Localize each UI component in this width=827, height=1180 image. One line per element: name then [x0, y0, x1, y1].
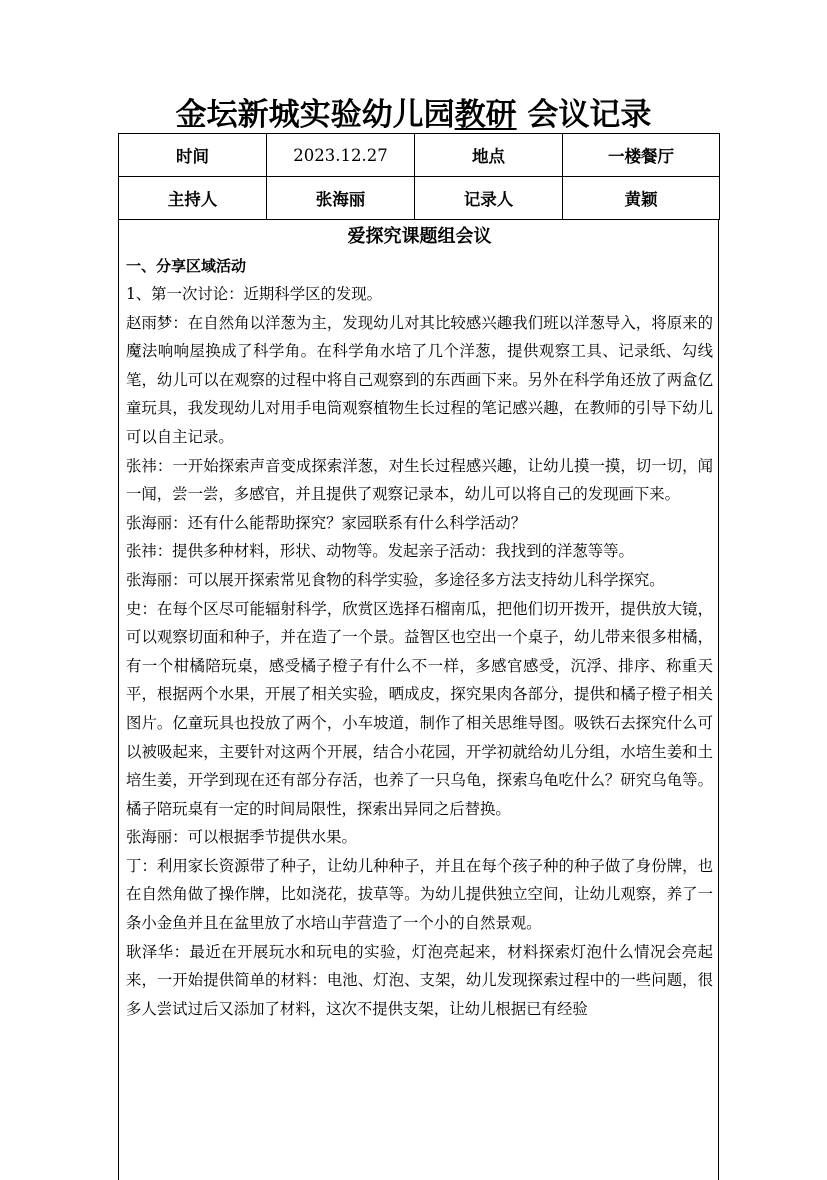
section-heading: 一、分享区域活动 [126, 257, 247, 275]
host-label: 主持人 [119, 177, 267, 220]
paragraph: 丁：利用家长资源带了种子，让幼儿种种子，并且在每个孩子种的种子做了身份牌，也在自然角做了操作牌，比如浇花，拔草等。为幼儿提供独立空间，让幼儿观察，养了一条小金鱼并且在盆里放了水培山芋营造了一个小的自然景观。 [126, 856, 713, 933]
meeting-content [126, 222, 713, 1023]
title-prefix: 金坛新城实验幼儿园 [175, 97, 455, 133]
paragraph: 张祎：一开始探索声音变成探索洋葱，对生长过程感兴趣，让幼儿摸一摸，切一切，闻一闻，尝一尝，多感官，并且提供了观察记录本，幼儿可以将自己的发现画下来。 [126, 456, 713, 504]
host-value: 张海丽 [267, 177, 415, 220]
page-title [0, 95, 827, 135]
recorder-label: 记录人 [415, 177, 563, 220]
paragraph: 张海丽：还有什么能帮助探究？家园联系有什么科学活动？ [126, 513, 527, 532]
paragraph: 张海丽：可以展开探索常见食物的科学实验，多途径多方法支持幼儿科学探究。 [126, 570, 665, 589]
time-value: 2023.12.27 [267, 134, 415, 177]
title-suffix: 会议记录 [527, 97, 652, 133]
table-row [119, 134, 720, 177]
paragraph: 耿泽华：最近在开展玩水和玩电的实验，灯泡亮起来，材料探索灯泡什么情况会亮起来，一开始提供简单的材料：电池、灯泡、支架，幼儿发现探索过程中的一些问题，很多人尝试过后又添加了材料，这次不提供支架，让幼儿根据已有经验 [126, 942, 713, 1018]
paragraph: 张海丽：可以根据季节提供水果。 [126, 828, 357, 847]
location-value: 一楼餐厅 [563, 134, 720, 177]
paragraph: 赵雨梦：在自然角以洋葱为主，发现幼儿对其比较感兴趣我们班以洋葱导入，将原来的魔法响响屋换成了科学角。在科学角水培了几个洋葱，提供观察工具、记录纸、勾线笔，幼儿可以在观察的过程中将自己观察到的东西画下来。另外在科学角还放了两盒亿童玩具，我发现幼儿对用手电筒观察植物生长过程的笔记感兴趣，在教师的引导下幼儿可以自主记录。 [126, 313, 713, 446]
location-label: 地点 [415, 134, 563, 177]
time-label: 时间 [119, 134, 267, 177]
meeting-info-table [118, 133, 720, 220]
title-underlined-word: 教研 [454, 97, 517, 133]
paragraph: 史：在每个区尽可能辐射科学，欣赏区选择石榴南瓜，把他们切开拨开，提供放大镜，可以观察切面和种子，并在造了一个景。益智区也空出一个桌子，幼儿带来很多柑橘，有一个柑橘陪玩桌，感受橘子橙子有什么不一样，多感官感受，沉浮、排序、称重天平，根据两个水果，开展了相关实验，晒成皮，探究果肉各部分，提供和橘子橙子相关图片。亿童玩具也投放了两个，小车坡道，制作了相关思维导图。吸铁石去探究什么可以被吸起来，主要针对这两个开展，结合小花园，开学初就给幼儿分组，水培生姜和土培生姜，开学到现在还有部分存活，也养了一只乌龟，探索乌龟吃什么？研究乌龟等。橘子陪玩桌有一定的时间局限性，探索出异同之后替换。 [126, 599, 713, 818]
paragraph: 1、第一次讨论：近期科学区的发现。 [126, 285, 383, 303]
paragraph: 张祎：提供多种材料，形状、动物等。发起亲子活动：我找到的洋葱等等。 [126, 542, 634, 561]
table-row [119, 177, 720, 220]
recorder-value: 黄颖 [563, 177, 720, 220]
section-title: 爱探究课题组会议 [347, 226, 492, 247]
